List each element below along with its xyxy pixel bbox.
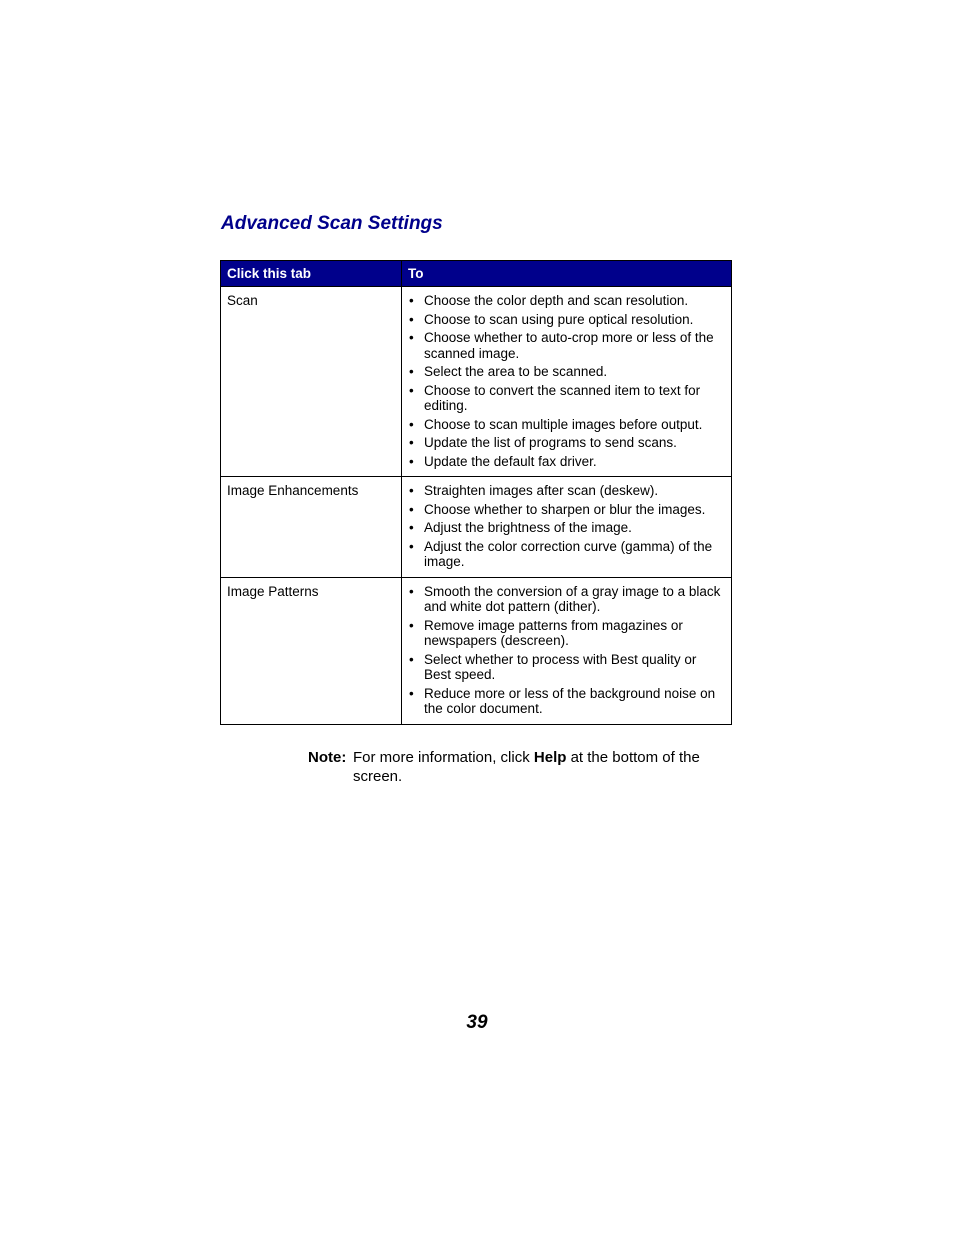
list-item-text: Choose to convert the scanned item to text for editing. bbox=[424, 382, 701, 413]
list-item bbox=[408, 330, 725, 361]
list-item-text: Select the area to be scanned. bbox=[424, 364, 608, 379]
bullet-icon: • bbox=[409, 453, 414, 469]
list-item-text: Remove image patterns from magazines or newspapers (descreen). bbox=[424, 617, 683, 648]
bullet-list bbox=[408, 293, 725, 469]
list-item bbox=[408, 520, 725, 536]
bullet-icon: • bbox=[409, 293, 414, 308]
table-header-row bbox=[221, 261, 732, 287]
list-item-text: Choose whether to auto-crop more or less of the scanned image. bbox=[424, 330, 714, 361]
list-item bbox=[408, 618, 725, 649]
list-item bbox=[408, 435, 725, 451]
note-text-end: at the bottom of the screen. bbox=[353, 749, 700, 785]
list-item-text: Straighten images after scan (deskew). bbox=[424, 483, 659, 498]
description-cell bbox=[402, 477, 732, 578]
note bbox=[308, 748, 728, 786]
table-row bbox=[221, 577, 732, 724]
bullet-icon: • bbox=[409, 330, 414, 345]
help-keyword: Help bbox=[533, 749, 567, 766]
description-cell bbox=[402, 287, 732, 477]
header-click-this-tab: Click this tab bbox=[221, 261, 402, 287]
list-item-text: Choose to scan using pure optical resolution. bbox=[424, 311, 694, 327]
description-cell bbox=[402, 577, 732, 724]
list-item-text: Smooth the conversion of a gray image to a black and white dot pattern (dither). bbox=[424, 583, 721, 614]
list-item bbox=[408, 417, 725, 433]
list-item bbox=[408, 454, 725, 470]
list-item-text: Adjust the color correction curve (gamma) of the image. bbox=[424, 538, 713, 569]
list-item-text: Reduce more or less of the background noise on the color document. bbox=[424, 685, 716, 716]
tab-name-cell: Scan bbox=[221, 287, 402, 477]
section-title: Advanced Scan Settings bbox=[221, 213, 443, 234]
bullet-icon: • bbox=[409, 435, 414, 450]
list-item bbox=[408, 483, 725, 499]
bullet-icon: • bbox=[409, 501, 414, 517]
list-item bbox=[408, 383, 725, 414]
bullet-icon: • bbox=[409, 483, 414, 498]
bullet-icon: • bbox=[409, 583, 414, 599]
list-item bbox=[408, 312, 725, 328]
note-text-start: For more information, click bbox=[353, 749, 534, 766]
list-item-text: Update the list of programs to send scans. bbox=[424, 435, 677, 450]
tab-name-cell: Image Patterns bbox=[221, 577, 402, 724]
bullet-list bbox=[408, 483, 725, 570]
note-text bbox=[353, 748, 728, 786]
bullet-icon: • bbox=[409, 538, 414, 554]
bullet-icon: • bbox=[409, 520, 414, 535]
list-item bbox=[408, 584, 725, 615]
header-to: To bbox=[402, 261, 732, 287]
list-item-text: Choose the color depth and scan resolution. bbox=[424, 293, 689, 308]
bullet-icon: • bbox=[409, 685, 414, 701]
list-item-text: Select whether to process with Best quality or Best speed. bbox=[424, 651, 697, 682]
table-row bbox=[221, 477, 732, 578]
settings-table bbox=[220, 260, 732, 725]
list-item bbox=[408, 293, 725, 309]
bullet-list bbox=[408, 584, 725, 717]
bullet-icon: • bbox=[409, 382, 414, 398]
list-item bbox=[408, 364, 725, 380]
bullet-icon: • bbox=[409, 416, 414, 432]
list-item-text: Choose whether to sharpen or blur the images. bbox=[424, 501, 706, 517]
bullet-icon: • bbox=[409, 651, 414, 667]
tab-name-cell: Image Enhancements bbox=[221, 477, 402, 578]
list-item bbox=[408, 686, 725, 717]
page-number: 39 bbox=[466, 1012, 488, 1033]
list-item bbox=[408, 502, 725, 518]
list-item bbox=[408, 652, 725, 683]
list-item-text: Adjust the brightness of the image. bbox=[424, 520, 632, 535]
list-item-text: Choose to scan multiple images before output. bbox=[424, 416, 703, 432]
bullet-icon: • bbox=[409, 617, 414, 633]
bullet-icon: • bbox=[409, 311, 414, 327]
bullet-icon: • bbox=[409, 364, 414, 379]
list-item-text: Update the default fax driver. bbox=[424, 453, 597, 469]
table-row bbox=[221, 287, 732, 477]
list-item bbox=[408, 539, 725, 570]
note-label: Note: bbox=[308, 749, 347, 766]
